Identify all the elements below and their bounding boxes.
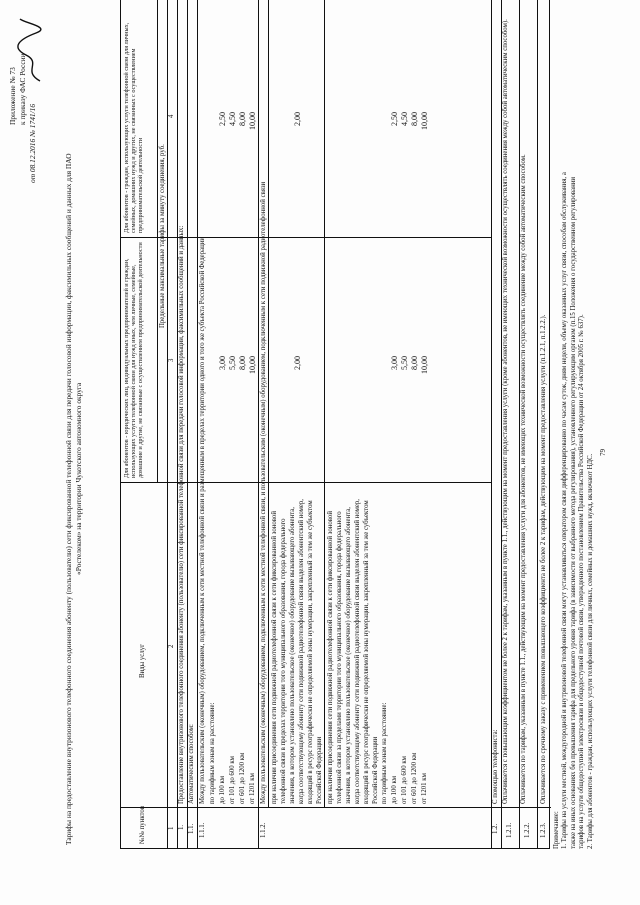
tariff-legal-value: 10,00 [420, 356, 429, 374]
row-1-1-2-b-line: входящий в ресурс географически не определяемой зоны нумерации, закрепленный за тем же субъектом [363, 500, 370, 804]
tariff-citizens-value: 4,50 [400, 112, 409, 126]
row-1-1-2-b-line: по тарифным зонам на расстояние: [381, 702, 388, 804]
row-1-1-2-b-line: до 100 км [391, 775, 398, 804]
row-1-1-2-a-line: когда соответствующему абоненту сети подвижной радиотелефонной связи выделен абонентский номер, [298, 498, 305, 804]
row-1-2-3-text: Оплачивается по срочному заказу с применением повышающего коэффициента не более 2 к тарифам, действующим на момент предоставления услуги (п.1.2.1, п.1.2.2.). [540, 314, 547, 804]
col-header-service: Виды услуг [139, 644, 146, 678]
row-1-2-3-num: 1.2.3. [540, 822, 547, 838]
row-1-1-2-a-line: входящий в ресурс географически не определяемой зоны нумерации, закрепленный за тем же субъектом [307, 500, 314, 804]
row-1-1-1-line: от 601 до 1200 км [239, 752, 246, 804]
row-1-2-2-num: 1.2.2. [524, 822, 531, 838]
tariff-legal-value: 3,00 [390, 356, 399, 370]
row-1-1-2-b-line: от 1201 км [421, 773, 428, 804]
row-1-1-2-num: 1.1.2. [260, 822, 267, 838]
tariff-legal-value: 5,50 [400, 356, 409, 370]
appendix-date: от 08.12.2016 № 1741/16 [28, 103, 37, 183]
row-1-2-2-text: Оплачивается по тарифам, указанным в пункте 1.1., действующим на момент предоставления услуги для абонентов, не имеющих технической возможности осуществлять соединение между собой автоматическим способом. [520, 154, 527, 804]
row-1-2-1-text: Оплачивается с повышающим коэффициентом не более 2 к тарифам, указанным в пункте 1.1., действующим на момент предоставления услуги (кроме абонентов, не имеющих технической возможности осуществлять соединения между собой автоматическим способом). [502, 19, 509, 804]
row-1-1-2-header: Между пользовательским (оконечным) оборудованием, подключенным к сети местной телефонной связи, и пользовательским (оконечным) оборудованием, подключенным к сети подвижной радиотелефонной связи [260, 181, 267, 804]
row-1-2-num: 1.2. [492, 823, 499, 834]
note-line: тарифов на услуги общедоступной электросвязи и общедоступной почтовой связи, утвержденного постановлением Правительства Российской Федерации от 24 октября 2005 г. № 637). [578, 314, 586, 849]
tariff-citizens-value: 8,00 [238, 112, 247, 126]
row-1-1-2-a-line: Российской Федерации [316, 736, 323, 804]
tariff-legal-value: 8,00 [238, 356, 247, 370]
row-1-1-2-b-line: от 101 до 600 км [401, 756, 408, 804]
col-number-4: 4 [168, 114, 175, 118]
page-number: 79 [599, 449, 607, 456]
col-number-1: 1 [168, 826, 175, 830]
col-number-3: 3 [168, 358, 175, 362]
tariff-citizens-value: 4,50 [228, 112, 237, 126]
tariff-citizens-value: 2,50 [218, 112, 227, 126]
tariff-table [120, 0, 550, 849]
row-1-num: 1. [178, 824, 185, 830]
appendix-order: к приказу ФАС России [18, 53, 27, 125]
row-1-1-num: 1.1. [188, 823, 195, 834]
tariff-legal-value: 5,50 [228, 356, 237, 370]
tariff-legal-value: 10,00 [248, 356, 257, 374]
row-1-text: Предоставление внутризонового телефонного соединения абоненту (пользователю) сети фиксированной телефонной связи для передачи голосовой информации, факсимильных сообщений и данных: [178, 225, 185, 804]
tariff-citizens-value: 10,00 [248, 112, 257, 130]
tariff-citizens-value: 2,50 [390, 112, 399, 126]
tariff-citizens-value: 8,00 [410, 112, 419, 126]
col-number-2: 2 [168, 644, 175, 648]
row-1-1-2-b-line: значения, в котором установлено пользовательское (оконечное) оборудование вызывающего абонента, [345, 507, 352, 804]
row-1-2-1-num: 1.2.1. [506, 822, 513, 838]
col-header-num: №№ пунктов [139, 805, 146, 844]
row-1-1-2-b-line: Российской Федерации [372, 736, 379, 804]
row-1-1-1-line: по тарифным зонам на расстояние: [209, 702, 216, 804]
row-1-1-2-b-line: при наличии присоединения сети подвижной радиотелефонной связи к сети фиксированной зоновой [327, 511, 334, 804]
row-1-1-2-a-line: значения, в котором установлено пользовательское (оконечное) оборудование вызывающего абонента, [289, 507, 296, 804]
col-header-tariff-group: Предельные максимальные тарифы за минуту соединения, руб. [159, 144, 166, 328]
col-header-citizens: Для абонентов - граждан, использующих услуги телефонной связи для личных, семейных, домашних нужд и других, не связанных с осуществлением предпринимательской деятельности [123, 22, 145, 233]
row-1-1-2-b-line: от 601 до 1200 км [411, 752, 418, 804]
row-1-1-2-b-line: когда соответствующему абоненту сети подвижной радиотелефонной связи выделен абонентский номер, [354, 498, 361, 804]
handwritten-signature [16, 15, 46, 85]
row-1-1-1-line: от 101 до 600 км [229, 756, 236, 804]
col-header-legal: Для абонентов - юридических лиц, индивидуальных предпринимателей и граждан, использующих услуги телефонной связи для нужд иных, чем личные, семейные, домашние и другие, не связанные с осуществлением предпринимательской деятельности [123, 242, 145, 478]
tariff-citizens-value: 10,00 [420, 112, 429, 130]
note-line: также на иных основаниях без превышения тарифа для предельного уровня тарифа (в зависимости от выбранного метода регулирования), установленного регулирующим органом (п.15 Положения о государственном регулировании [569, 177, 577, 849]
notes-heading: Примечание: [553, 811, 560, 849]
note-line: 2. Тарифы для абонентов - граждан, использующих услуги телефонной связи для личных, семейных и домашних нужд, включают НДС. [586, 453, 594, 849]
row-1-1-2-a-line: при наличии присоединения сети подвижной радиотелефонной связи к сети фиксированной зоновой [271, 511, 278, 804]
tariff-legal-value: 2,00 [293, 356, 302, 370]
row-1-1-1-line: Между пользовательским (оконечным) оборудованием, подключенным к сети местной телефонной связи и размещенным в пределах территории одного и того же субъекта Российской Федерации [199, 236, 206, 804]
tariff-legal-value: 8,00 [410, 356, 419, 370]
document-title: Тарифы на предоставление внутризонового телефонного соединения абоненту (пользователю) сети фиксированной телефонной связи для передачи голосовой информации, факсимильных сообщений и данных для ПАО [64, 153, 73, 845]
tariff-legal-value: 3,00 [218, 356, 227, 370]
appendix-label: Приложение № 73 [8, 67, 17, 125]
row-1-1-text: Автоматическим способом: [188, 724, 195, 804]
row-1-1-2-b-line: телефонной связи за пределами территории того муниципального образования, города федерального [336, 511, 343, 804]
row-1-1-2-a-line: телефонной связи в пределах территории того муниципального образования, города федерального [280, 518, 287, 804]
document-title-line2: «Ростелеком» на территории Чукотского автономного округа [74, 382, 83, 575]
row-1-2-text: С помощью телефониста: [492, 729, 499, 804]
note-line: 1. Тарифы на услуги местной, междугородной и внутризоновой телефонной связи могут устанавливаться оператором связи дифференцированно по часам суток, дням недели, объему оказанных услуг связи, способам обслуживания, а [561, 172, 569, 849]
tariff-citizens-value: 2,00 [293, 112, 302, 126]
row-1-1-1-line: от 1201 км [249, 773, 256, 804]
row-1-1-1-num: 1.1.1. [199, 822, 206, 838]
row-1-1-1-line: до 100 км [219, 775, 226, 804]
notes-block [553, 0, 595, 849]
